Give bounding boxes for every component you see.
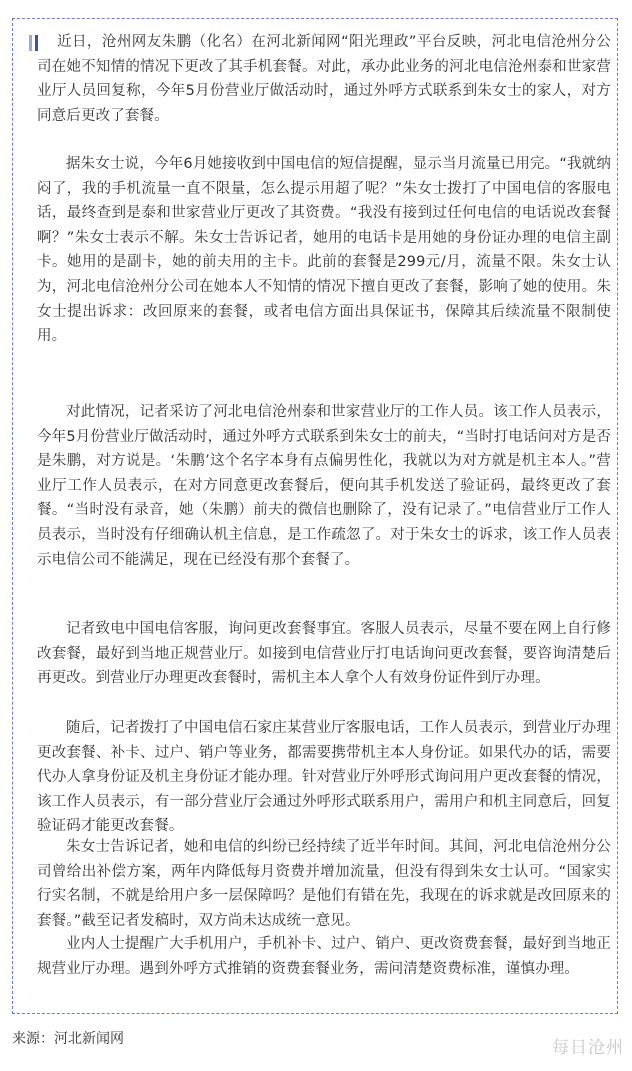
accent-bar-light	[29, 35, 32, 51]
article-paragraph-3: 对此情况，记者采访了河北电信沧州泰和世家营业厅的工作人员。该工作人员表示，今年5月份营业厅做活动时，通过外呼方式联系到朱女士的前夫，“当时打电话问对方是否是朱鹏，对方说是。‘朱鹏’这个名字本身有点偏男性化，我就以为对方就是机主本人。”营业厅工作人员表示，在对方同意更改套餐后，便向其手机发送了验证码，最终更改了套餐。“当时没有录音，她（朱鹏）前夫的微信也删除了，没有记录了。”电信营业厅工作人员表示，当时没有仔细确认机主信息，是工作疏忽了。对于朱女士的诉求，该工作人员表示电信公司不能满足，现在已经没有那个套餐了。	[37, 404, 611, 568]
article-paragraph-7: 业内人士提醒广大手机用户，手机补卡、过户、销户、更改资费套餐，最好到当地正规营业厅办理。遇到外呼方式推销的资费套餐业务，需问清楚资费标准，谨慎办理。	[37, 936, 611, 977]
article-container	[12, 18, 618, 1014]
source-line: 来源：河北新闻网	[12, 1031, 124, 1047]
article-paragraph-1: 近日，沧州网友朱鹏（化名）在河北新闻网“阳光理政”平台反映，河北电信沧州分公司在她不知情的情况下更改了其手机套餐。对此，承办此业务的河北电信沧州泰和世家营业厅人员回复称，今年5月份营业厅做活动时，通过外呼方式联系到朱女士的家人，对方同意后更改了套餐。	[37, 34, 611, 124]
watermark: 每日沧州	[552, 1038, 624, 1058]
article-paragraph-6: 朱女士告诉记者，她和电信的纠纷已经持续了近半年时间。其间，河北电信沧州分公司曾给出补偿方案，两年内降低每月资费并增加流量，但没有得到朱女士认可。“国家实行实名制，不就是给用户多一层保障吗？是他们有错在先，我现在的诉求就是改回原来的套餐。”截至记者发稿时，双方尚未达成统一意见。	[37, 839, 611, 929]
article-paragraph-5: 随后，记者拨打了中国电信石家庄某营业厅客服电话，工作人员表示，到营业厅办理更改套餐、补卡、过户、销户等业务，都需要携带机主本人身份证。如果代办的话，需要代办人拿身份证及机主身份证才能办理。针对营业厅外呼形式询问用户更改套餐的情况，该工作人员表示，有一部分营业厅会通过外呼形式联系用户，需用户和机主同意后，回复验证码才能更改套餐。	[37, 720, 611, 835]
article-paragraph-2: 据朱女士说，今年6月她接收到中国电信的短信提醒，显示当月流量已用完。“我就纳闷了，我的手机流量一直不限量，怎么提示用超了呢？”朱女士拨打了中国电信的客服电话，最终查到是泰和世家营业厅更改了其资费。“我没有接到过任何电信的电话说改套餐啊？”朱女士表示不解。朱女士告诉记者，她用的电话卡是用她的身份证办理的电信主副卡。她用的是副卡，她的前夫用的主卡。此前的套餐是299元/月，流量不限。朱女士认为，河北电信沧州分公司在她本人不知情的情况下擅自更改了套餐，影响了她的使用。朱女士提出诉求：改回原来的套餐，或者电信方面出具保证书，保障其后续流量不限制使用。	[37, 156, 611, 345]
article-paragraph-4: 记者致电中国电信客服，询问更改套餐事宜。客服人员表示，尽量不要在网上自行修改套餐，最好到当地正规营业厅。如接到电信营业厅打电话询问更改套餐，要咨询清楚后再更改。到营业厅办理更改套餐时，需机主本人拿个人有效身份证件到厅办理。	[37, 621, 611, 687]
